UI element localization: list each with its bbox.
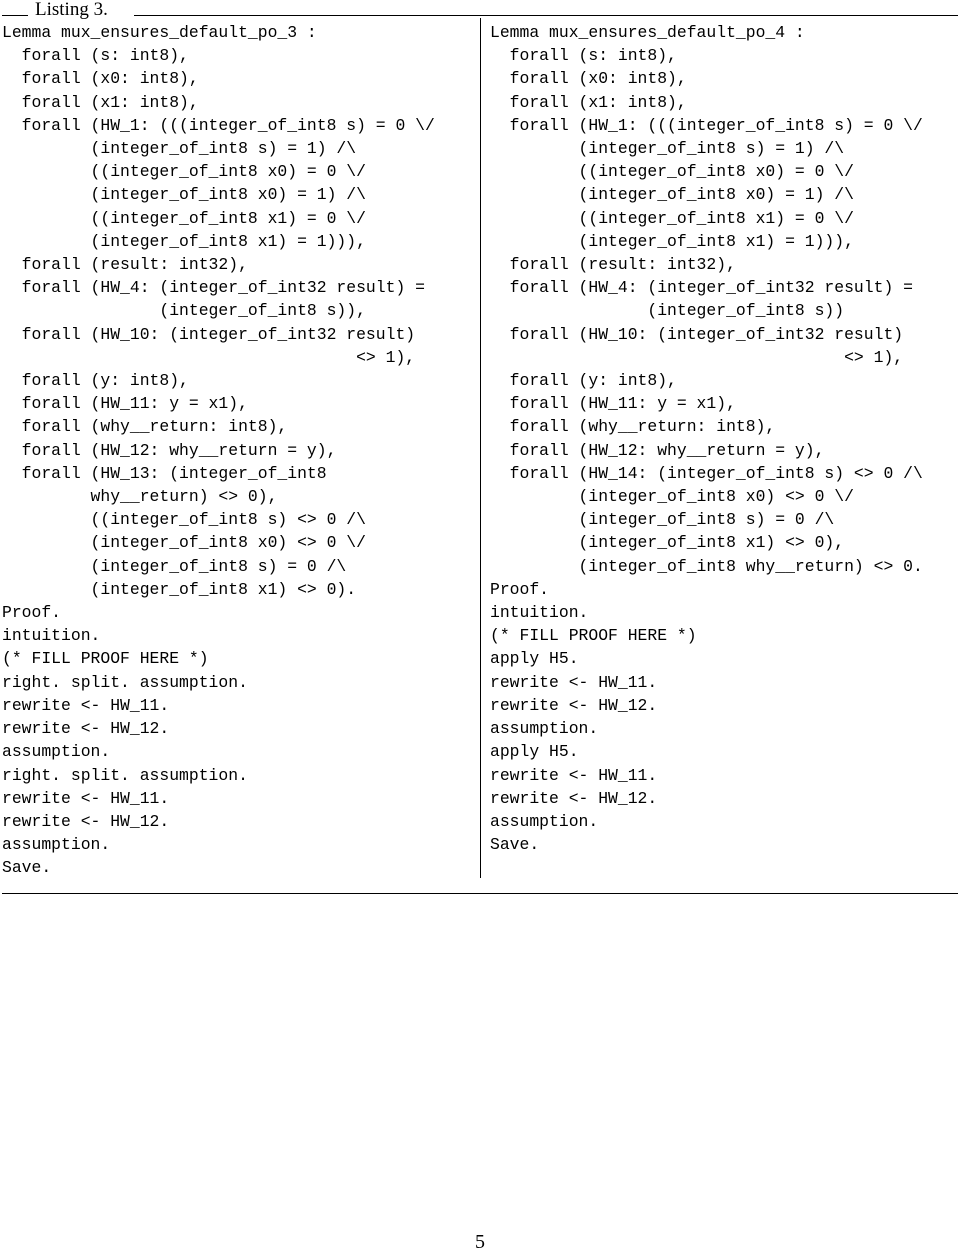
listing-label: Listing 3.	[35, 0, 108, 20]
column-divider	[480, 18, 481, 878]
header-rule-right	[134, 15, 958, 16]
page-number: 5	[475, 1231, 485, 1253]
left-code-column: Lemma mux_ensures_default_po_3 : forall (s: int8), forall (x0: int8), forall (x1: int8), forall (HW_1: (((integer_of_int8 s) = 0 \/ (integer_of_int8 s) = 1) /\ ((integer_of_int8 x0) = 0 \/ (integer_of_int8 x0) = 1) /\ ((integer_of_int8 x1) = 0 \/ (integer_of_int8 x1) = 1))), forall (result: int32), forall (HW_4: (integer_of_int32 result) = (integer_of_int8 s)), forall (HW_10: (integer_of_int32 result) <> 1), forall (y: int8), forall (HW_11: y = x1), forall (why__return: int8), forall (HW_12: why__return = y), forall (HW_13: (integer_of_int8 why__return) <> 0), ((integer_of_int8 s) <> 0 /\ (integer_of_int8 x0) <> 0 \/ (integer_of_int8 s) = 0 /\ (integer_of_int8 x1) <> 0). Proof. intuition. (* FILL PROOF HERE *) right. split. assumption. rewrite <- HW_11. rewrite <- HW_12. assumption. right. split. assumption. rewrite <- HW_11. rewrite <- HW_12. assumption. Save.	[2, 23, 435, 878]
right-code-column: Lemma mux_ensures_default_po_4 : forall (s: int8), forall (x0: int8), forall (x1: int8), forall (HW_1: (((integer_of_int8 s) = 0 \/ (integer_of_int8 s) = 1) /\ ((integer_of_int8 x0) = 0 \/ (integer_of_int8 x0) = 1) /\ ((integer_of_int8 x1) = 0 \/ (integer_of_int8 x1) = 1))), forall (result: int32), forall (HW_4: (integer_of_int32 result) = (integer_of_int8 s)) forall (HW_10: (integer_of_int32 result) <> 1), forall (y: int8), forall (HW_11: y = x1), forall (why__return: int8), forall (HW_12: why__return = y), forall (HW_14: (integer_of_int8 s) <> 0 /\ (integer_of_int8 x0) <> 0 \/ (integer_of_int8 s) = 0 /\ (integer_of_int8 x1) <> 0), (integer_of_int8 why__return) <> 0. Proof. intuition. (* FILL PROOF HERE *) apply H5. rewrite <- HW_11. rewrite <- HW_12. assumption. apply H5. rewrite <- HW_11. rewrite <- HW_12. assumption. Save.	[490, 23, 923, 855]
listing-bottom-rule	[2, 893, 958, 894]
header-rule-left	[2, 15, 28, 16]
